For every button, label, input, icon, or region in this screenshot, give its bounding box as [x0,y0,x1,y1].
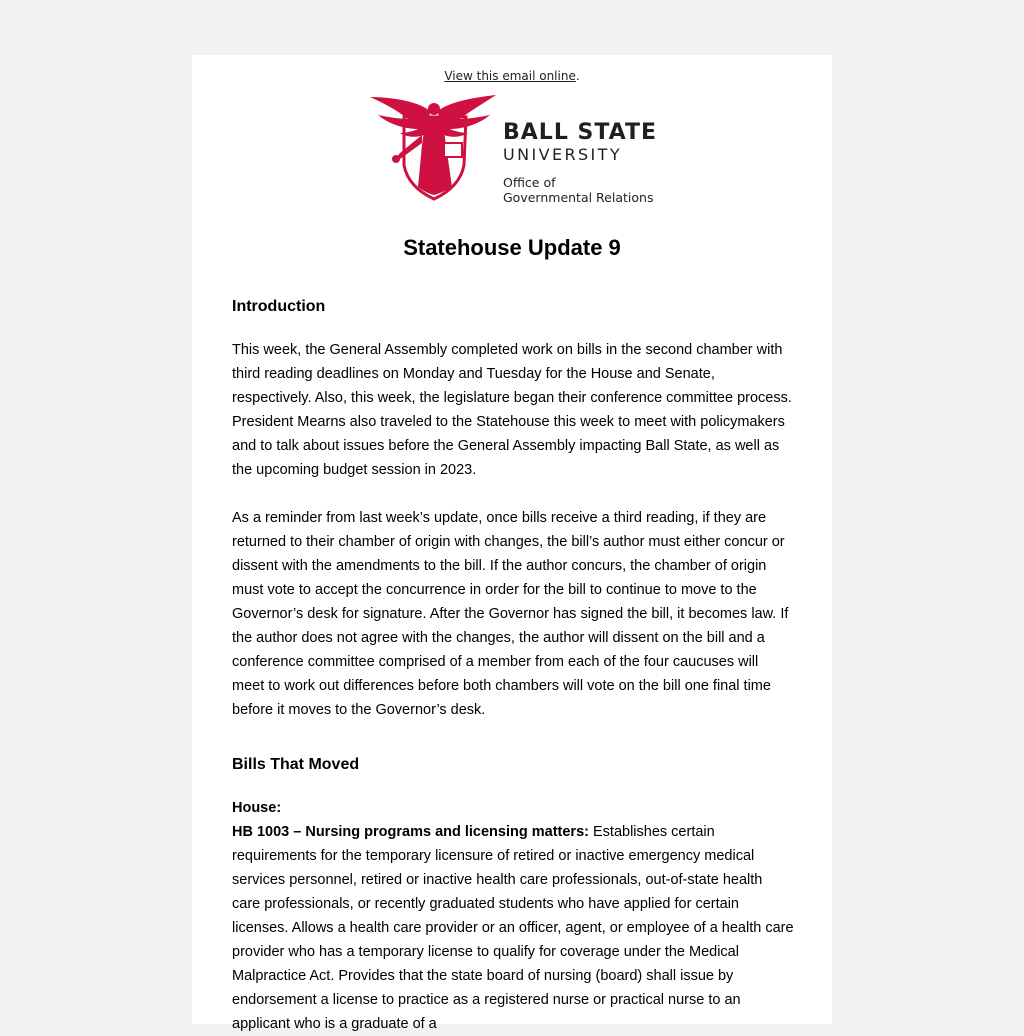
page-title: Statehouse Update 9 [403,235,621,260]
view-online-bar [192,69,832,83]
logo-name-line2: UNIVERSITY [503,145,622,164]
bills-heading: Bills That Moved [232,756,360,773]
logo-office [503,175,653,205]
cardinal-shield-icon [370,95,500,207]
intro-heading: Introduction [232,298,326,315]
ball-state-logo [370,95,660,207]
view-online-suffix: . [575,69,580,83]
email-body [192,55,832,1032]
view-online-link[interactable]: View this email online [444,69,576,83]
house-label: House: [232,800,282,816]
logo-office-line1: Office of [503,175,556,190]
bill-description: Establishes certain requirements for the temporary licensure of retired or inactive emergency medical services personnel, retired or inactive health care professionals, out-of-state health care professionals, or recently graduated students who have applied for certain licenses. Allows a health care provider or an officer, agent, or employee of a health care provider who has a temporary license to qualify for coverage under the Medical Malpractice Act. Provides that the state board of nursing (board) shall issue by endorsement a license to practice as a registered nurse or practical nurse to an applicant who is a graduate of a [232,824,794,1032]
logo-wordmark [503,121,657,165]
intro-paragraph-2: As a reminder from last week’s update, once bills receive a third reading, if they are returned to their chamber of origin with changes, the bill’s author must either concur or dissent with the amendments to the bill. If the author concurs, the chamber of origin must vote to accept the concurrence in order for the bill to continue to move to the Governor’s desk for signature. After the Governor has signed the bill, it becomes law. If the author does not agree with the changes, the author will dissent on the bill and a conference committee comprised of a member from each of the four caucuses will meet to work out differences before both chambers will vote on the bill one final time before it moves to the Governor’s desk. [232,510,789,718]
bill-title: HB 1003 – Nursing programs and licensing matters: [232,824,589,840]
newsletter-content [232,297,794,1036]
intro-paragraph-1: This week, the General Assembly completed work on bills in the second chamber with third reading deadlines on Monday and Tuesday for the House and Senate, respectively. Also, this week, the legislature began their conference committee process. President Mearns also traveled to the Statehouse this week to meet with policymakers and to talk about issues before the General Assembly impacting Ball State, as well as the upcoming budget session in 2023. [232,342,792,478]
logo-name-line1: BALL STATE [503,120,657,145]
bill-item [232,820,794,1036]
logo-office-line2: Governmental Relations [503,190,654,205]
